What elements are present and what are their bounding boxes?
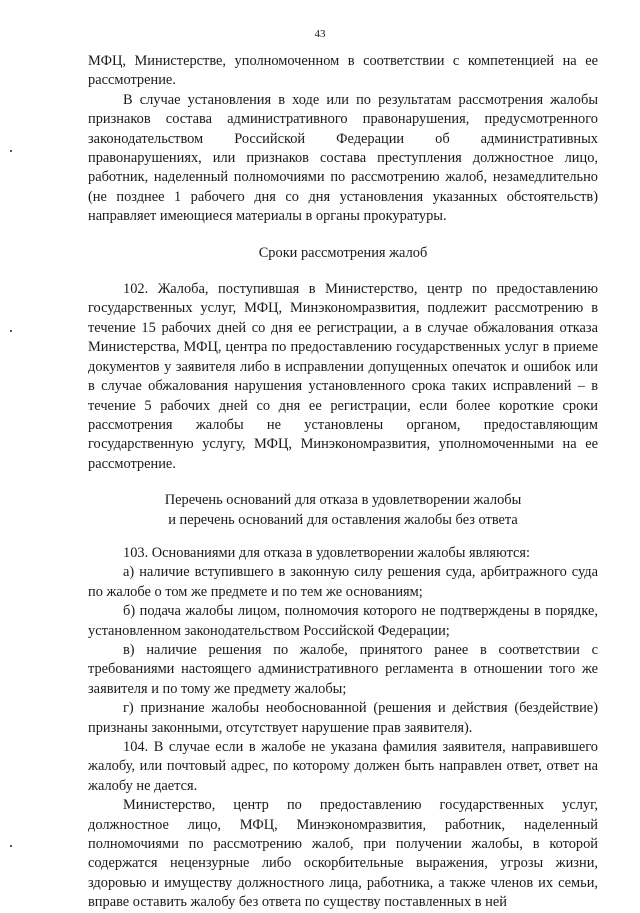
paragraph-103-a: а) наличие вступившего в законную силу решения суда, арбитражного суда по жалобе о том же предмете и по тем же основаниям; xyxy=(88,564,598,600)
heading-grounds-line-2: и перечень оснований для оставления жалобы без ответа xyxy=(168,511,518,528)
paragraph-104: 104. В случае если в жалобе не указана фамилия заявителя, направившего жалобу, или почтовый адрес, по которому должен быть направлен ответ, ответ на жалобу не дается. xyxy=(88,739,598,794)
paragraph-ministry: Министерство, центр по предоставлению государственных услуг, должностное лицо, МФЦ, Минэкономразвития, работник, наделенный полномочиями по рассмотрению жалоб, при получении жалобы, в которой содержатся нецензурные либо оскорбительные выражения, угрозы жизни, здоровью и имуществу должностного лица, работника, а также членов их семьи, вправе оставить жалобу без ответа по существу поставленных в ней xyxy=(88,797,598,911)
paragraph-violation: В случае установления в ходе или по результатам рассмотрения жалобы признаков состава административного правонарушения, предусмотренного законодательством Российской Федерации об административных правонарушениях, или признаков состава преступления должностное лицо, работник, наделенный полномочиями по рассмотрению жалоб, незамедлительно (не позднее 1 рабочего дня со дня установления указанных обстоятельств) направляет имеющиеся материалы в органы прокуратуры. xyxy=(88,91,598,225)
paragraph-103-d: г) признание жалобы необоснованной (решения и действия (бездействие) признаны законными, отсутствует нарушение прав заявителя). xyxy=(88,700,598,736)
paragraph-103: 103. Основаниями для отказа в удовлетворении жалобы являются: xyxy=(123,544,531,561)
heading-grounds-line-1: Перечень оснований для отказа в удовлетворении жалобы xyxy=(164,492,522,509)
paragraph-102: 102. Жалоба, поступившая в Министерство, центр по предоставлению государственных услуг, МФЦ, Минэкономразвития, подлежит рассмотрению в течение 15 рабочих дней со дня ее регистрации, а в случае обжалования отказа Министерства, МФЦ, центра по предоставлению государственных услуг в приеме документов у заявителя либо в исправлении допущенных опечаток и ошибок или в случае обжалования нарушения установленного срока таких исправлений – в течение 5 рабочих дней со дня ее регистрации, если более короткие сроки рассмотрения жалобы не установлены органом, предоставляющим государственную услугу, МФЦ, Минэкономразвития, уполномоченными на ее рассмотрение. xyxy=(88,281,598,472)
scan-speck xyxy=(10,845,12,847)
scan-speck xyxy=(10,150,12,152)
document-body xyxy=(88,52,598,913)
paragraph-continuation: МФЦ, Министерстве, уполномоченном в соответствии с компетенцией на ее рассмотрение. xyxy=(88,53,598,89)
scan-speck xyxy=(10,330,12,332)
paragraph-103-b: б) подача жалобы лицом, полномочия которого не подтверждены в порядке, установленном законодательством Российской Федерации; xyxy=(88,603,598,639)
heading-complaint-terms: Сроки рассмотрения жалоб xyxy=(258,244,428,261)
paragraph-103-c: в) наличие решения по жалобе, принятого ранее в соответствии с требованиями настоящего административного регламента в отношении того же заявителя и по тому же предмету жалобы; xyxy=(88,641,598,697)
page-number: 43 xyxy=(314,28,326,40)
